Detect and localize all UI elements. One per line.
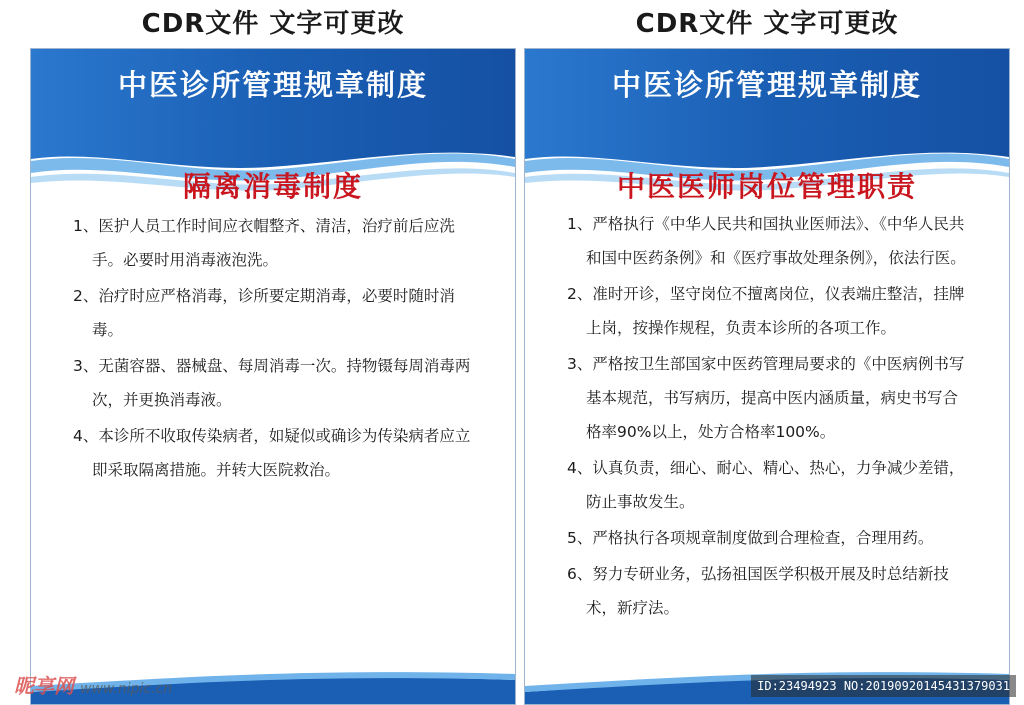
duty-item: 6、努力专研业务，弘扬祖国医学积极开展及时总结新技术，新疗法。: [567, 565, 949, 617]
poster-header-title: 中医诊所管理规章制度: [611, 68, 922, 102]
section-title: 中医医师岗位管理职责: [616, 170, 917, 203]
watermark-logo: [14, 673, 172, 699]
left-poster-panel: [30, 48, 516, 705]
rule-item: 4、本诊所不收取传染病者，如疑似或确诊为传染病者应立即采取隔离措施。并转大医院救治。: [73, 427, 471, 479]
watermark-url: www.nipic.cn: [80, 681, 173, 697]
duty-list: [567, 207, 973, 627]
caption-left: CDR文件 文字可更改: [141, 9, 405, 39]
caption-right: CDR文件 文字可更改: [635, 9, 899, 39]
duty-item: 3、严格按卫生部国家中医药管理局要求的《中医病例书写基本规范，书写病历，提高中医内涵质量，病史书写合格率90%以上，处方合格率100%。: [567, 355, 965, 441]
rule-list: [73, 209, 479, 489]
duty-item: 5、严格执行各项规章制度做到合理检查，合理用药。: [567, 529, 934, 547]
poster-header-title: 中医诊所管理规章制度: [117, 68, 428, 102]
rule-item: 2、治疗时应严格消毒，诊所要定期消毒，必要时随时消毒。: [73, 287, 455, 339]
rule-item: 1、医护人员工作时间应衣帽整齐、清洁，治疗前后应洗手。必要时用消毒液泡洗。: [73, 217, 455, 269]
rule-item: 3、无菌容器、器械盘、每周消毒一次。持物镊每周消毒两次，并更换消毒液。: [73, 357, 471, 409]
section-title: 隔离消毒制度: [182, 170, 363, 203]
duty-item: 4、认真负责，细心、耐心、精心、热心，力争减少差错，防止事故发生。: [567, 459, 965, 511]
duty-item: 2、准时开诊，坚守岗位不擅离岗位，仪表端庄整洁，挂牌上岗，按操作规程，负责本诊所的各项工作。: [567, 285, 965, 337]
right-poster-panel: [524, 48, 1010, 705]
duty-item: 1、严格执行《中华人民共和国执业医师法》、《中华人民共和国中医药条例》和《医疗事故处理条例》，依法行医。: [567, 215, 966, 267]
watermark-id: ID:23494923 NO:20190920145431379031: [751, 675, 1016, 697]
watermark-logo-text: 昵享网: [14, 674, 74, 698]
